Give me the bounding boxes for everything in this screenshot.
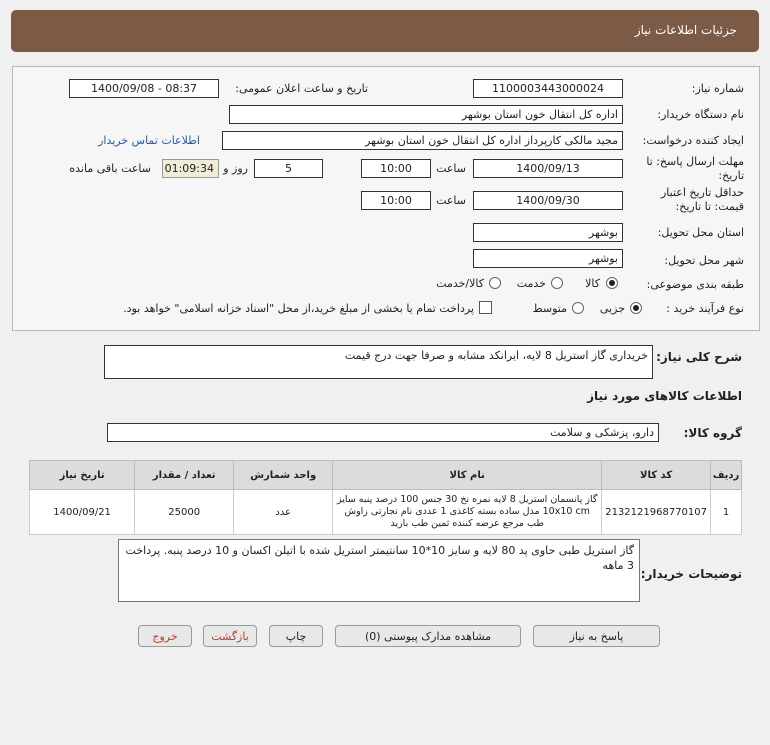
category-radio-goods[interactable] — [606, 277, 618, 289]
goods-group-field: دارو، پزشکی و سلامت — [107, 423, 659, 442]
col-quantity: تعداد / مقدار — [135, 461, 234, 490]
back-button[interactable]: بازگشت — [203, 625, 257, 647]
creator-label: ایجاد کننده درخواست: — [642, 134, 744, 147]
items-table — [29, 460, 742, 535]
cell-unit: عدد — [234, 490, 333, 535]
col-code: کد کالا — [602, 461, 711, 490]
city-label: شهر محل تحویل: — [664, 254, 744, 267]
days-label: روز و — [223, 162, 248, 175]
category-radio-both[interactable] — [489, 277, 501, 289]
col-row: ردیف — [711, 461, 742, 490]
province-field: بوشهر — [473, 223, 623, 242]
announce-label: تاریخ و ساعت اعلان عمومی: — [235, 82, 368, 95]
exit-button[interactable]: خروج — [138, 625, 192, 647]
cell-row: 1 — [711, 490, 742, 535]
page-title: جزئیات اطلاعات نیاز — [634, 23, 737, 37]
buyer-notes-field: گاز استریل طبی حاوی پد 80 لایه و سایز 10*10 سانتیمتر استریل شده با اتیلن اکسان و 10 درصد پنبه. پرداخت 3 ماهه — [118, 539, 640, 602]
min-price-date-field: 1400/09/30 — [473, 191, 623, 210]
cell-date: 1400/09/21 — [30, 490, 135, 535]
process-radio-medium[interactable] — [572, 302, 584, 314]
category-option-both: کالا/خدمت — [436, 277, 484, 290]
category-option-service: خدمت — [516, 277, 546, 290]
need-number-field: 1100003443000024 — [473, 79, 623, 98]
remaining-time-field: 01:09:34 — [162, 159, 219, 178]
table-row — [30, 490, 742, 535]
goods-group-label: گروه کالا: — [683, 426, 742, 440]
treasury-payment-note: پرداخت تمام یا بخشی از مبلغ خرید،از محل "اسناد خزانه اسلامی" خواهد بود. — [123, 302, 474, 315]
min-price-time-field: 10:00 — [361, 191, 431, 210]
creator-field: مجید مالکی کارپرداز اداره کل انتقال خون استان بوشهر — [222, 131, 623, 150]
min-price-label: حداقل تاریخ اعتبار قیمت: تا تاریخ: — [660, 186, 744, 213]
category-label: طبقه بندی موضوعی: — [646, 278, 744, 291]
process-option-medium: متوسط — [532, 302, 567, 315]
category-option-goods: کالا — [585, 277, 600, 290]
reply-button[interactable]: پاسخ به نیاز — [533, 625, 660, 647]
items-table-header — [30, 461, 742, 490]
summary-field: خریداری گاز استریل 8 لایه، ایرانکد مشابه و صرفا جهت درج قیمت — [104, 345, 653, 379]
deadline-time-label: ساعت — [436, 162, 466, 175]
process-radio-partial[interactable] — [630, 302, 642, 314]
deadline-label: مهلت ارسال پاسخ: تا تاریخ: — [646, 155, 744, 182]
summary-label: شرح کلی نیاز: — [656, 350, 742, 364]
buyer-org-field: اداره کل انتقال خون استان بوشهر — [229, 105, 623, 124]
buyer-notes-label: توضیحات خریدار: — [640, 567, 742, 581]
category-radio-service[interactable] — [551, 277, 563, 289]
days-field: 5 — [254, 159, 323, 178]
page-header — [11, 10, 759, 52]
cell-code: 2132121968770107 — [602, 490, 711, 535]
process-option-partial: جزیی — [599, 302, 625, 315]
treasury-payment-checkbox[interactable] — [479, 301, 492, 314]
deadline-time-field: 10:00 — [361, 159, 431, 178]
remaining-label: ساعت باقی مانده — [69, 162, 151, 175]
col-date: تاریخ نیاز — [30, 461, 135, 490]
print-button[interactable]: چاپ — [269, 625, 323, 647]
process-label: نوع فرآیند خرید : — [666, 302, 744, 315]
province-label: استان محل تحویل: — [657, 226, 744, 239]
cell-name: گاز پانسمان استریل 8 لایه نمره نخ 30 جنس 100 درصد پنبه سایز 10x10 cm مدل ساده بسته کاغذی 1 عددی نام تجارتی زاوش طب مرجع عرضه کننده ثمین طب بارید — [333, 490, 602, 535]
need-number-label: شماره نیاز: — [691, 82, 744, 95]
buyer-contact-link[interactable]: اطلاعات تماس خریدار — [98, 134, 200, 147]
announce-field: 1400/09/08 - 08:37 — [69, 79, 219, 98]
min-price-time-label: ساعت — [436, 194, 466, 207]
buyer-org-label: نام دستگاه خریدار: — [657, 108, 744, 121]
items-section-title: اطلاعات کالاهای مورد نیاز — [587, 389, 742, 403]
cell-quantity: 25000 — [135, 490, 234, 535]
city-field: بوشهر — [473, 249, 623, 268]
deadline-date-field: 1400/09/13 — [473, 159, 623, 178]
col-name: نام کالا — [333, 461, 602, 490]
attachments-button[interactable]: مشاهده مدارک پیوستی (0) — [335, 625, 521, 647]
col-unit: واحد شمارش — [234, 461, 333, 490]
